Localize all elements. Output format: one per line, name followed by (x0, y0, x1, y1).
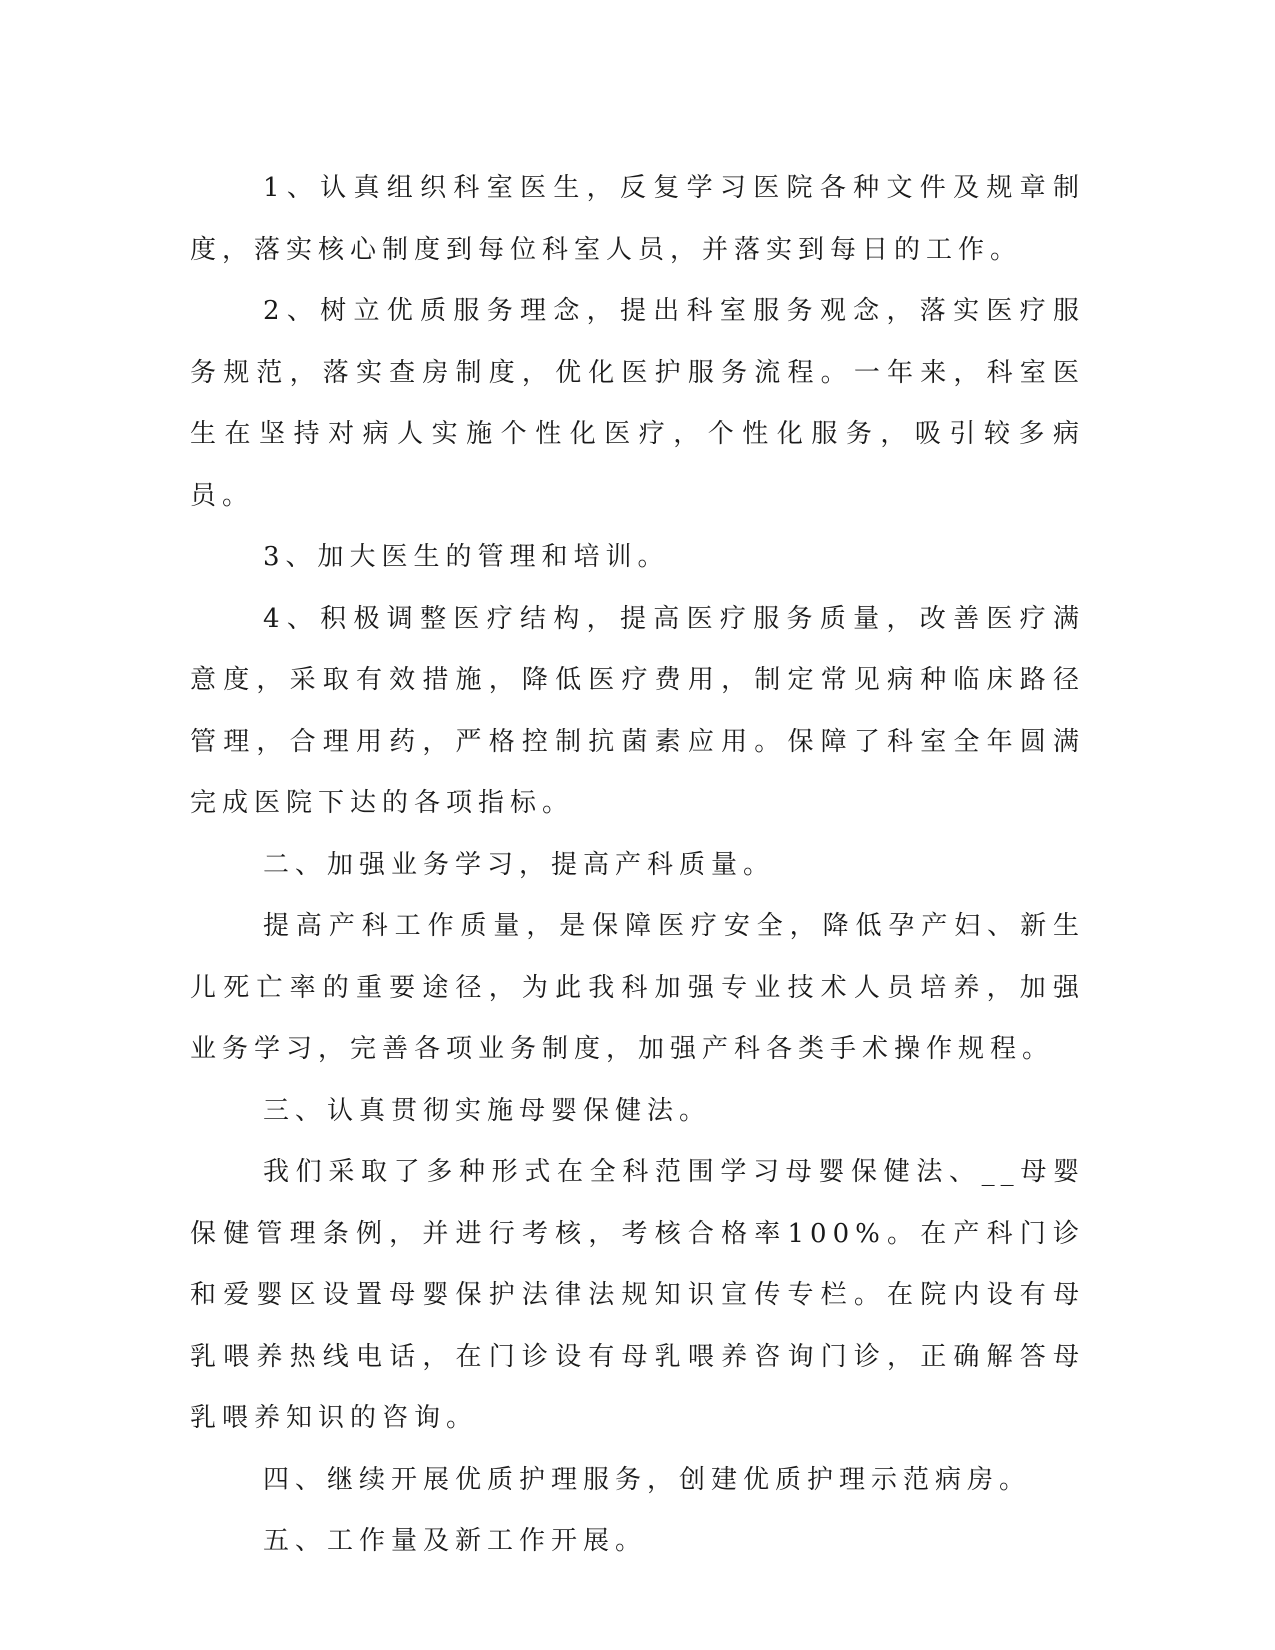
section-heading-workload: 五、工作量及新工作开展。 (263, 1526, 648, 1556)
paragraph-quality-service-concept: 2、树立优质服务理念，提出科室服务观念，落实医疗服务规范，落实查房制度，优化医护服务流程。一年来，科室医生在坚持对病人实施个性化医疗，个性化服务，吸引较多病员。 (190, 296, 1085, 511)
section-heading-quality-nursing: 四、继续开展优质护理服务，创建优质护理示范病房。 (263, 1464, 1032, 1495)
paragraph-medical-structure: 4、积极调整医疗结构，提高医疗服务质量，改善医疗满意度，采取有效措施，降低医疗费用，制定常见病种临床路径管理，合理用药，严格控制抗菌素应用。保障了科室全年圆满完成医院下达的各项指标。 (190, 603, 1085, 818)
section-heading-business-study: 二、加强业务学习，提高产科质量。 (263, 849, 776, 880)
document-body (190, 158, 1085, 1573)
paragraph-maternal-law-study: 我们采取了多种形式在全科范围学习母婴保健法、__母婴保健管理条例，并进行考核，考核合格率100%。在产科门诊和爱婴区设置母婴保护法律法规知识宣传专栏。在院内设有母乳喂养热线电话，在门诊设有母乳喂养咨询门诊，正确解答母乳喂养知识的咨询。 (190, 1157, 1085, 1433)
paragraph-doctor-training: 3、加大医生的管理和培训。 (263, 542, 670, 572)
paragraph-obstetrics-quality: 提高产科工作质量，是保障医疗安全，降低孕产妇、新生儿死亡率的重要途径，为此我科加强专业技术人员培养，加强业务学习，完善各项业务制度，加强产科各类手术操作规程。 (190, 911, 1085, 1064)
paragraph-core-system-study: 1、认真组织科室医生，反复学习医院各种文件及规章制度，落实核心制度到每位科室人员，并落实到每日的工作。 (190, 173, 1085, 265)
section-heading-maternal-law: 三、认真贯彻实施母婴保健法。 (263, 1095, 712, 1126)
